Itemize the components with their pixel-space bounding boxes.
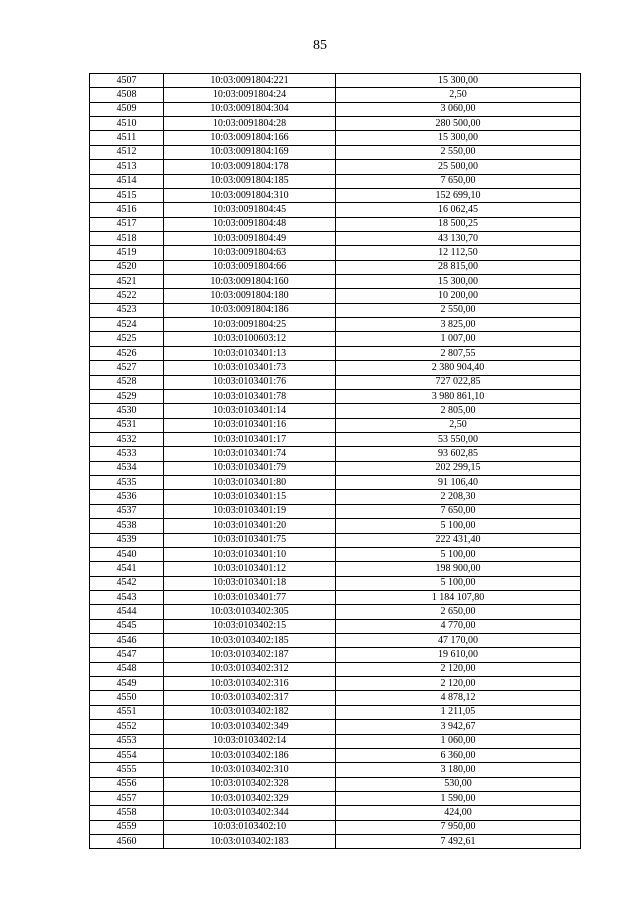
row-number-cell: 4517: [90, 217, 164, 231]
row-number-cell: 4534: [90, 461, 164, 475]
value-cell: 1 184 107,80: [336, 590, 581, 604]
table-row: [90, 533, 581, 547]
table-row: [90, 160, 581, 174]
row-number-cell: 4535: [90, 476, 164, 490]
table-row: [90, 835, 581, 849]
table-row: [90, 88, 581, 102]
table-row: [90, 404, 581, 418]
table-row: [90, 791, 581, 805]
table-row: [90, 662, 581, 676]
row-number-cell: 4559: [90, 820, 164, 834]
table-row: [90, 562, 581, 576]
row-number-cell: 4546: [90, 634, 164, 648]
row-number-cell: 4524: [90, 318, 164, 332]
row-number-cell: 4542: [90, 576, 164, 590]
value-cell: 18 500,25: [336, 217, 581, 231]
row-number-cell: 4560: [90, 835, 164, 849]
table-row: [90, 131, 581, 145]
table-row: [90, 303, 581, 317]
value-cell: 1 211,05: [336, 705, 581, 719]
row-number-cell: 4527: [90, 361, 164, 375]
row-number-cell: 4507: [90, 74, 164, 88]
row-number-cell: 4515: [90, 188, 164, 202]
cadastral-number-cell: 10:03:0103401:79: [164, 461, 336, 475]
table-row: [90, 806, 581, 820]
row-number-cell: 4558: [90, 806, 164, 820]
value-cell: 2 120,00: [336, 677, 581, 691]
value-cell: 53 550,00: [336, 432, 581, 446]
table-row: [90, 375, 581, 389]
value-cell: 91 106,40: [336, 476, 581, 490]
value-cell: 12 112,50: [336, 246, 581, 260]
value-cell: 2 550,00: [336, 145, 581, 159]
page-number: 85: [313, 38, 327, 53]
row-number-cell: 4520: [90, 260, 164, 274]
table-row: [90, 476, 581, 490]
row-number-cell: 4523: [90, 303, 164, 317]
table-row: [90, 289, 581, 303]
cadastral-number-cell: 10:03:0103402:183: [164, 835, 336, 849]
value-cell: 1 590,00: [336, 791, 581, 805]
cadastral-number-cell: 10:03:0103401:73: [164, 361, 336, 375]
value-cell: 530,00: [336, 777, 581, 791]
value-cell: 2 550,00: [336, 303, 581, 317]
cadastral-number-cell: 10:03:0091804:66: [164, 260, 336, 274]
row-number-cell: 4556: [90, 777, 164, 791]
value-cell: 47 170,00: [336, 634, 581, 648]
cadastral-number-cell: 10:03:0103401:76: [164, 375, 336, 389]
row-number-cell: 4555: [90, 763, 164, 777]
value-cell: 15 300,00: [336, 275, 581, 289]
table-row: [90, 332, 581, 346]
row-number-cell: 4536: [90, 490, 164, 504]
value-cell: 4 770,00: [336, 619, 581, 633]
value-cell: 2 807,55: [336, 346, 581, 360]
value-cell: 7 650,00: [336, 174, 581, 188]
row-number-cell: 4511: [90, 131, 164, 145]
cadastral-number-cell: 10:03:0091804:48: [164, 217, 336, 231]
cadastral-number-cell: 10:03:0091804:166: [164, 131, 336, 145]
cadastral-number-cell: 10:03:0091804:160: [164, 275, 336, 289]
table-row: [90, 705, 581, 719]
table-row: [90, 691, 581, 705]
value-cell: 2 650,00: [336, 605, 581, 619]
row-number-cell: 4537: [90, 504, 164, 518]
cadastral-number-cell: 10:03:0103401:12: [164, 562, 336, 576]
value-cell: 202 299,15: [336, 461, 581, 475]
value-cell: 3 825,00: [336, 318, 581, 332]
cadastral-number-cell: 10:03:0091804:25: [164, 318, 336, 332]
table-row: [90, 777, 581, 791]
cadastral-number-cell: 10:03:0103402:312: [164, 662, 336, 676]
table-row: [90, 547, 581, 561]
cadastral-number-cell: 10:03:0103402:317: [164, 691, 336, 705]
table-row: [90, 203, 581, 217]
row-number-cell: 4531: [90, 418, 164, 432]
cadastral-number-cell: 10:03:0091804:24: [164, 88, 336, 102]
value-cell: 2 120,00: [336, 662, 581, 676]
table-row: [90, 346, 581, 360]
row-number-cell: 4509: [90, 102, 164, 116]
table-row: [90, 275, 581, 289]
row-number-cell: 4549: [90, 677, 164, 691]
table-row: [90, 447, 581, 461]
row-number-cell: 4513: [90, 160, 164, 174]
value-cell: 6 360,00: [336, 748, 581, 762]
row-number-cell: 4550: [90, 691, 164, 705]
value-cell: 2 380 904,40: [336, 361, 581, 375]
value-cell: 424,00: [336, 806, 581, 820]
cadastral-number-cell: 10:03:0091804:304: [164, 102, 336, 116]
table-row: [90, 748, 581, 762]
table-row: [90, 677, 581, 691]
value-cell: 3 180,00: [336, 763, 581, 777]
cadastral-number-cell: 10:03:0103401:14: [164, 404, 336, 418]
cadastral-number-cell: 10:03:0103401:75: [164, 533, 336, 547]
cadastral-number-cell: 10:03:0103401:77: [164, 590, 336, 604]
table-row: [90, 605, 581, 619]
cadastral-number-cell: 10:03:0103402:328: [164, 777, 336, 791]
cadastral-number-cell: 10:03:0091804:186: [164, 303, 336, 317]
table-row: [90, 145, 581, 159]
registry-table-body: [90, 74, 581, 849]
table-row: [90, 504, 581, 518]
cadastral-number-cell: 10:03:0091804:185: [164, 174, 336, 188]
row-number-cell: 4529: [90, 389, 164, 403]
value-cell: 2,50: [336, 418, 581, 432]
table-row: [90, 361, 581, 375]
value-cell: 7 950,00: [336, 820, 581, 834]
row-number-cell: 4551: [90, 705, 164, 719]
value-cell: 5 100,00: [336, 519, 581, 533]
table-row: [90, 318, 581, 332]
table-row: [90, 217, 581, 231]
table-row: [90, 619, 581, 633]
row-number-cell: 4512: [90, 145, 164, 159]
value-cell: 10 200,00: [336, 289, 581, 303]
cadastral-number-cell: 10:03:0103401:18: [164, 576, 336, 590]
row-number-cell: 4544: [90, 605, 164, 619]
value-cell: 3 942,67: [336, 720, 581, 734]
row-number-cell: 4530: [90, 404, 164, 418]
table-row: [90, 260, 581, 274]
cadastral-number-cell: 10:03:0091804:49: [164, 231, 336, 245]
table-row: [90, 490, 581, 504]
row-number-cell: 4525: [90, 332, 164, 346]
value-cell: 1 060,00: [336, 734, 581, 748]
value-cell: 19 610,00: [336, 648, 581, 662]
cadastral-number-cell: 10:03:0103402:185: [164, 634, 336, 648]
row-number-cell: 4510: [90, 117, 164, 131]
value-cell: 43 130,70: [336, 231, 581, 245]
table-row: [90, 576, 581, 590]
row-number-cell: 4541: [90, 562, 164, 576]
value-cell: 3 980 861,10: [336, 389, 581, 403]
row-number-cell: 4547: [90, 648, 164, 662]
cadastral-number-cell: 10:03:0103401:78: [164, 389, 336, 403]
row-number-cell: 4557: [90, 791, 164, 805]
row-number-cell: 4514: [90, 174, 164, 188]
value-cell: 2 805,00: [336, 404, 581, 418]
cadastral-number-cell: 10:03:0091804:45: [164, 203, 336, 217]
cadastral-number-cell: 10:03:0103401:13: [164, 346, 336, 360]
cadastral-number-cell: 10:03:0091804:221: [164, 74, 336, 88]
table-row: [90, 634, 581, 648]
cadastral-number-cell: 10:03:0091804:63: [164, 246, 336, 260]
cadastral-number-cell: 10:03:0103401:80: [164, 476, 336, 490]
value-cell: 7 650,00: [336, 504, 581, 518]
row-number-cell: 4554: [90, 748, 164, 762]
table-row: [90, 648, 581, 662]
cadastral-number-cell: 10:03:0103401:74: [164, 447, 336, 461]
cadastral-number-cell: 10:03:0103402:310: [164, 763, 336, 777]
row-number-cell: 4516: [90, 203, 164, 217]
cadastral-number-cell: 10:03:0091804:180: [164, 289, 336, 303]
cadastral-number-cell: 10:03:0103402:316: [164, 677, 336, 691]
registry-table: [89, 73, 581, 849]
value-cell: 7 492,61: [336, 835, 581, 849]
row-number-cell: 4521: [90, 275, 164, 289]
table-row: [90, 432, 581, 446]
value-cell: 198 900,00: [336, 562, 581, 576]
table-row: [90, 74, 581, 88]
table-row: [90, 389, 581, 403]
cadastral-number-cell: 10:03:0103402:182: [164, 705, 336, 719]
value-cell: 28 815,00: [336, 260, 581, 274]
value-cell: 222 431,40: [336, 533, 581, 547]
cadastral-number-cell: 10:03:0091804:178: [164, 160, 336, 174]
value-cell: 280 500,00: [336, 117, 581, 131]
cadastral-number-cell: 10:03:0103402:15: [164, 619, 336, 633]
value-cell: 16 062,45: [336, 203, 581, 217]
cadastral-number-cell: 10:03:0100603:12: [164, 332, 336, 346]
table-row: [90, 519, 581, 533]
value-cell: 2 208,30: [336, 490, 581, 504]
row-number-cell: 4508: [90, 88, 164, 102]
row-number-cell: 4543: [90, 590, 164, 604]
table-row: [90, 174, 581, 188]
value-cell: 93 602,85: [336, 447, 581, 461]
table-row: [90, 820, 581, 834]
value-cell: 1 007,00: [336, 332, 581, 346]
cadastral-number-cell: 10:03:0103401:15: [164, 490, 336, 504]
cadastral-number-cell: 10:03:0091804:310: [164, 188, 336, 202]
table-row: [90, 590, 581, 604]
row-number-cell: 4548: [90, 662, 164, 676]
value-cell: 15 300,00: [336, 74, 581, 88]
row-number-cell: 4553: [90, 734, 164, 748]
row-number-cell: 4552: [90, 720, 164, 734]
row-number-cell: 4522: [90, 289, 164, 303]
cadastral-number-cell: 10:03:0103401:19: [164, 504, 336, 518]
row-number-cell: 4540: [90, 547, 164, 561]
value-cell: 5 100,00: [336, 547, 581, 561]
cadastral-number-cell: 10:03:0103402:10: [164, 820, 336, 834]
value-cell: 3 060,00: [336, 102, 581, 116]
table-row: [90, 117, 581, 131]
cadastral-number-cell: 10:03:0103401:20: [164, 519, 336, 533]
cadastral-number-cell: 10:03:0103402:186: [164, 748, 336, 762]
row-number-cell: 4533: [90, 447, 164, 461]
row-number-cell: 4538: [90, 519, 164, 533]
table-row: [90, 720, 581, 734]
row-number-cell: 4539: [90, 533, 164, 547]
table-row: [90, 461, 581, 475]
cadastral-number-cell: 10:03:0103402:187: [164, 648, 336, 662]
table-row: [90, 231, 581, 245]
cadastral-number-cell: 10:03:0091804:28: [164, 117, 336, 131]
table-row: [90, 102, 581, 116]
value-cell: 5 100,00: [336, 576, 581, 590]
row-number-cell: 4532: [90, 432, 164, 446]
cadastral-number-cell: 10:03:0103402:305: [164, 605, 336, 619]
row-number-cell: 4545: [90, 619, 164, 633]
cadastral-number-cell: 10:03:0103401:17: [164, 432, 336, 446]
table-row: [90, 246, 581, 260]
cadastral-number-cell: 10:03:0103402:349: [164, 720, 336, 734]
cadastral-number-cell: 10:03:0103402:14: [164, 734, 336, 748]
table-row: [90, 734, 581, 748]
row-number-cell: 4519: [90, 246, 164, 260]
row-number-cell: 4526: [90, 346, 164, 360]
cadastral-number-cell: 10:03:0103402:329: [164, 791, 336, 805]
row-number-cell: 4528: [90, 375, 164, 389]
table-row: [90, 763, 581, 777]
table-row: [90, 188, 581, 202]
cadastral-number-cell: 10:03:0103401:16: [164, 418, 336, 432]
row-number-cell: 4518: [90, 231, 164, 245]
value-cell: 152 699,10: [336, 188, 581, 202]
value-cell: 15 300,00: [336, 131, 581, 145]
value-cell: 2,50: [336, 88, 581, 102]
value-cell: 25 500,00: [336, 160, 581, 174]
cadastral-number-cell: 10:03:0103402:344: [164, 806, 336, 820]
cadastral-number-cell: 10:03:0103401:10: [164, 547, 336, 561]
cadastral-number-cell: 10:03:0091804:169: [164, 145, 336, 159]
value-cell: 4 878,12: [336, 691, 581, 705]
value-cell: 727 022,85: [336, 375, 581, 389]
table-row: [90, 418, 581, 432]
